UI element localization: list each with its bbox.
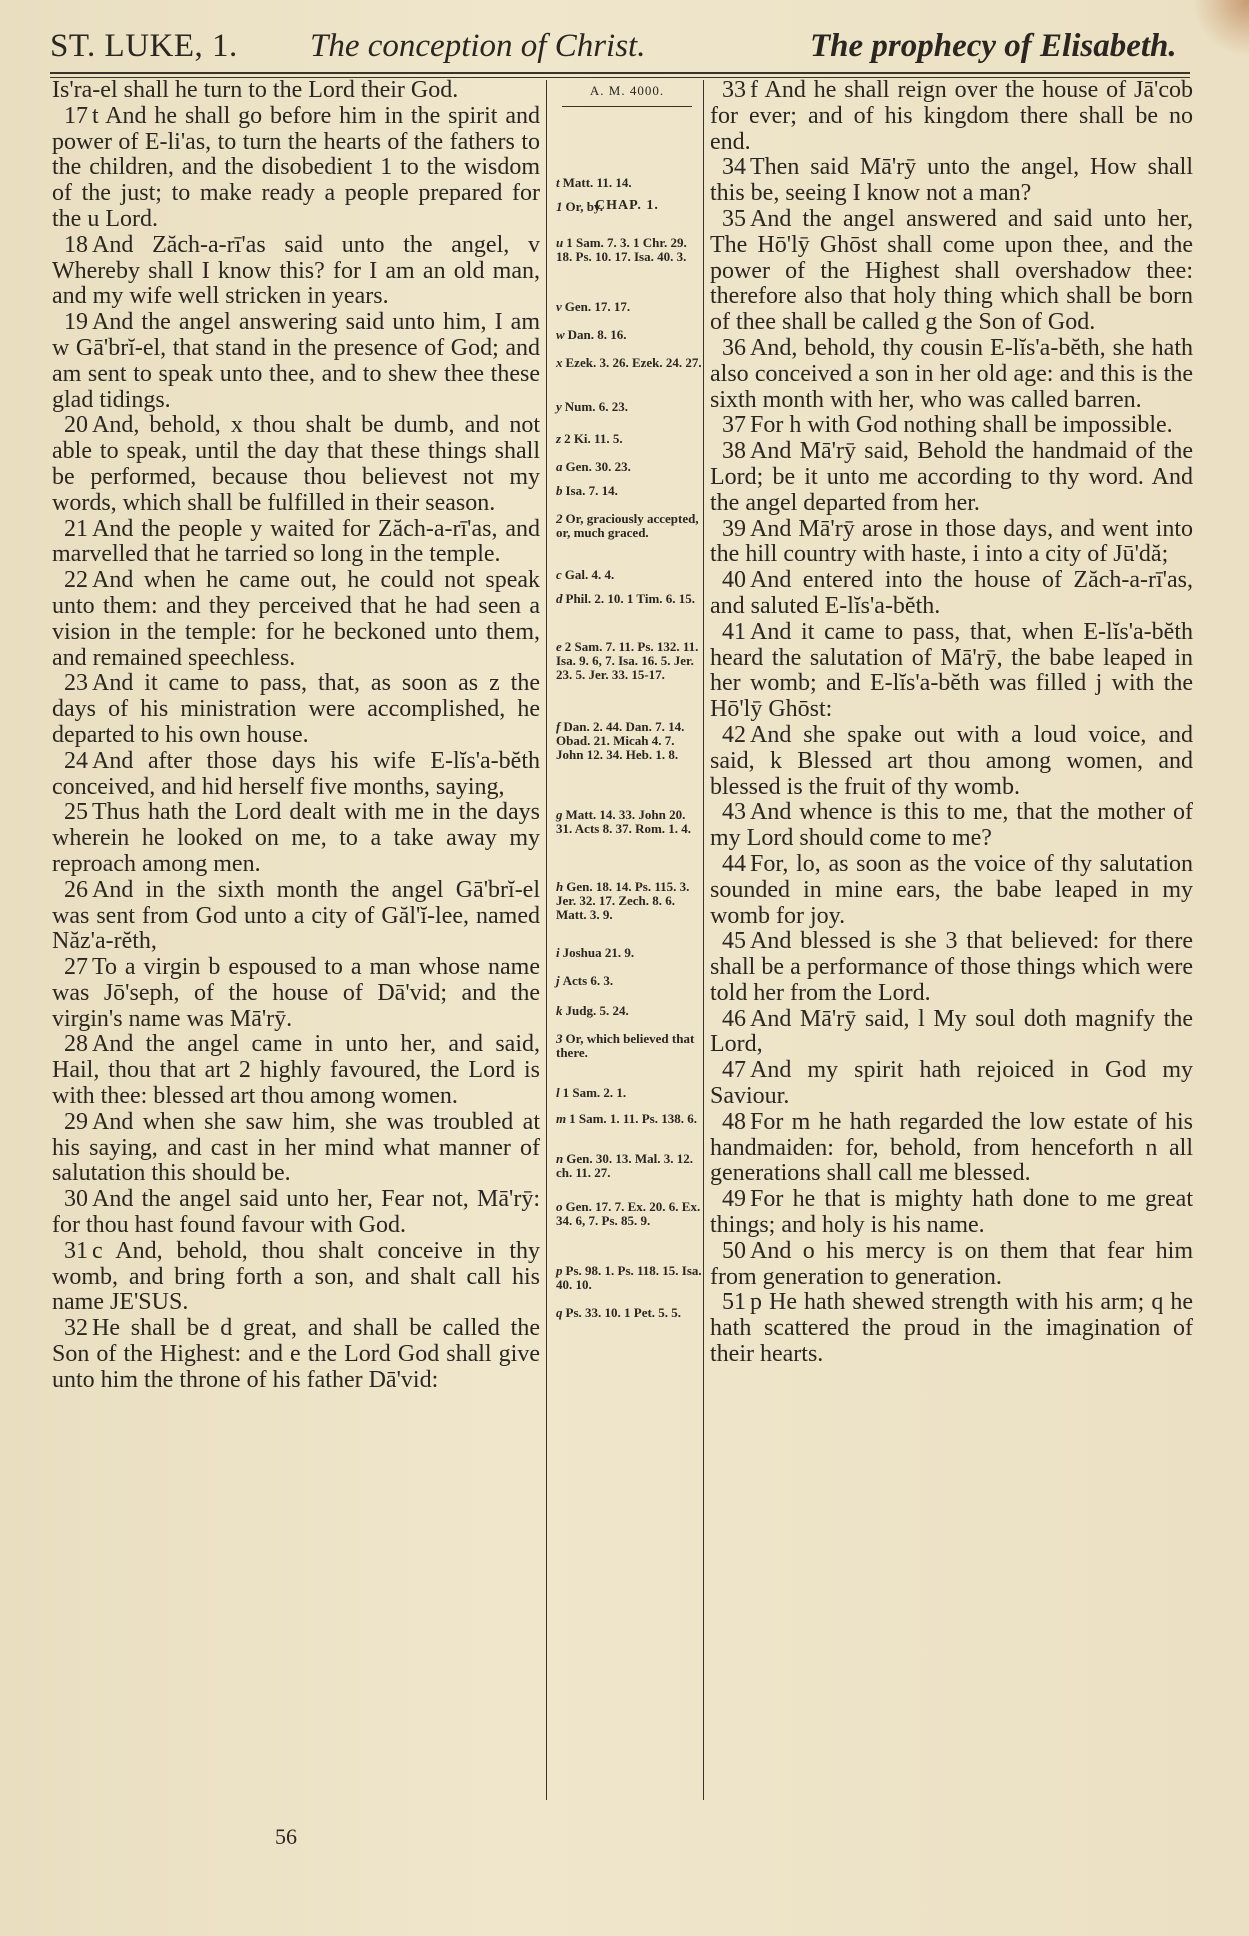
verse [710,1239,1193,1291]
reference-key: l [556,1085,560,1100]
reference-key: k [556,1003,563,1018]
verse [52,1110,540,1187]
cross-reference [556,328,702,342]
cross-reference [556,1032,702,1060]
verse-number: 48 [722,1108,746,1135]
verse-number: 42 [722,721,746,748]
reference-text: Or, graciously accepted, or, much graced. [556,511,699,540]
verse [52,749,540,801]
verse-number: 45 [722,928,746,955]
verse [52,1239,540,1316]
verse-number: 20 [64,412,88,439]
verse [710,413,1193,439]
verse [710,1007,1193,1059]
verse-number: 38 [722,438,746,465]
verse-number: 32 [64,1315,88,1342]
verse-number: 46 [722,1005,746,1032]
reference-text: Dan. 2. 44. Dan. 7. 14. Obad. 21. Micah 4. 7. John 12. 34. Heb. 1. 8. [556,719,685,762]
verse-text: And entered into the house of Zăch-a-rī'as, and saluted E-lĭs'a-bĕth. [710,567,1193,619]
reference-text: Gen. 17. 17. [564,299,631,314]
cross-reference [556,568,702,582]
reference-key: d [556,591,563,606]
verse-number: 37 [722,412,746,439]
reference-text: Or, which believed that there. [556,1031,695,1060]
reference-key: v [556,299,562,314]
verse-text: And o his mercy is on them that fear him from generation to generation. [710,1237,1193,1290]
verse-number: 29 [64,1108,88,1135]
verse-text: Thus hath the Lord dealt with me in the days wherein he looked on me, to a take away my reproach among men. [52,799,540,877]
reference-key: 2 [556,511,563,526]
reference-key: 1 [556,199,563,214]
verse-text: Is'ra-el shall he turn to the Lord their God. [52,77,459,103]
header-subtitle-right: The prophecy of Elisabeth. [810,28,1177,64]
cross-reference [556,1264,702,1292]
reference-key: u [556,235,564,250]
verse-text: He shall be d great, and shall be called the Son of the Highest: and e the Lord God shall give unto him the throne of his father Dā'vid: [52,1315,540,1393]
verse [710,852,1193,929]
verse-number: 28 [64,1031,88,1058]
cross-reference [556,808,702,836]
cross-reference [556,1112,702,1126]
verse [52,517,540,569]
reference-text: Gal. 4. 4. [564,567,615,582]
verse-text: And it came to pass, that, as soon as z the days of his ministration were accomplished, he departed to his own house. [52,670,540,748]
verse [710,155,1193,207]
reference-text: Num. 6. 23. [564,399,628,414]
verse-text: And it came to pass, that, when E-lĭs'a-bĕth heard the salutation of Mā'rȳ, the babe leaped in her womb; and E-lĭs'a-bĕth was filled j with the Hō'lȳ Ghōst: [710,618,1193,723]
verse [710,620,1193,723]
cross-reference [556,880,702,922]
cross-reference [556,460,702,474]
verse-number: 31 [64,1237,88,1264]
verse-number: 50 [722,1237,746,1264]
verse-text: And Mā'rȳ said, Behold the handmaid of the Lord; be it unto me according to thy word. And the angel departed from her. [710,438,1193,516]
verse-number: 26 [64,876,88,903]
verse-number: 24 [64,747,88,774]
verse-text: p He hath shewed strength with his arm; q he hath scattered the proud in the imagination of their hearts. [710,1289,1193,1368]
verse-text: And whence is this to me, that the mother of my Lord should come to me? [710,799,1193,852]
reference-key: f [556,719,561,734]
verse [710,800,1193,852]
reference-key: q [556,1305,563,1320]
verse-number: 47 [722,1057,746,1084]
verse-number: 22 [64,567,88,594]
reference-key: o [556,1199,563,1214]
text-column-right [710,78,1193,1368]
reference-key: b [556,483,563,498]
verse-text: And, behold, thy cousin E-lĭs'a-bĕth, she hath also conceived a son in her old age: and this is the sixth month with her, who was called barren. [710,334,1193,413]
cross-reference [556,400,702,414]
verse-number: 44 [722,850,746,877]
reference-text: Matt. 14. 33. John 20. 31. Acts 8. 37. Rom. 1. 4. [556,807,692,836]
reference-key: c [556,567,562,582]
reference-text: Dan. 8. 16. [567,327,627,342]
verse-number: 40 [722,567,746,594]
reference-text: Acts 6. 3. [562,973,614,988]
cross-reference [556,176,702,190]
cross-reference [556,1152,702,1180]
verse [52,1032,540,1109]
column-divider-right [703,80,704,1800]
verse-number: 27 [64,954,88,981]
cross-reference [556,200,702,214]
cross-reference [556,1200,702,1228]
reference-key: w [556,327,565,342]
verse-text: And Mā'rȳ arose in those days, and went into the hill country with haste, i into a city of Jū'dă; [710,515,1193,568]
verse-number: 43 [722,799,746,826]
verse [52,413,540,516]
verse-text: To a virgin b espoused to a man whose name was Jō'seph, of the house of Dā'vid; and the virgin's name was Mā'rȳ. [52,954,540,1032]
verse [710,568,1193,620]
verse-text: t And he shall go before him in the spirit and power of E-li'as, to turn the hearts of the fathers to the children, and the disobedient 1 to the wisdom of the just; to make ready a people prepared for the u Lord. [52,102,540,232]
verse [52,568,540,671]
verse-text: And the people y waited for Zăch-a-rī'as, and marvelled that he tarried so long in the temple. [52,515,540,568]
verse [52,671,540,748]
cross-reference [556,236,702,264]
verse-text: And when he came out, he could not speak unto them: and they perceived that he had seen a vision in the temple: for he beckoned unto them, and remained speechless. [52,567,540,671]
reference-key: h [556,879,564,894]
header-rule [50,72,1190,74]
verse-number: 41 [722,618,746,645]
reference-text: Ezek. 3. 26. Ezek. 24. 27. [565,355,702,370]
verse [52,310,540,413]
verse-text: And Zăch-a-rī'as said unto the angel, v Whereby shall I know this? for I am an old man, and my wife well stricken in years. [52,231,540,310]
page-corner-stain [1195,0,1249,60]
verse-text: For, lo, as soon as the voice of thy salutation sounded in mine ears, the babe leaped in my womb for joy. [710,850,1193,929]
verse-text: For he that is mighty hath done to me great things; and holy is his name. [710,1186,1193,1239]
cross-reference [556,1306,702,1320]
verse-text: For m he hath regarded the low estate of his handmaiden: for, behold, from henceforth n all generations shall call me blessed. [710,1108,1193,1187]
book-title: ST. LUKE, 1. [50,28,238,64]
page-number: 56 [275,1824,297,1849]
reference-text: Judg. 5. 24. [565,1003,629,1018]
column-divider-left [546,80,547,1800]
reference-text: Matt. 11. 14. [562,175,632,190]
reference-text: Gen. 30. 23. [565,459,631,474]
cross-reference [556,974,702,988]
verse [710,723,1193,800]
verse-text: And when she saw him, she was troubled at his saying, and cast in her mind what manner of salutation this should be. [52,1108,540,1187]
cross-reference [556,512,702,540]
verse [710,517,1193,569]
verse-text: And my spirit hath rejoiced in God my Saviour. [710,1057,1193,1110]
verse-text: And the angel said unto her, Fear not, Mā'rȳ: for thou hast found favour with God. [52,1186,540,1239]
reference-key: n [556,1151,564,1166]
cross-reference [556,946,702,960]
verse [52,800,540,877]
reference-text: Ps. 33. 10. 1 Pet. 5. 5. [565,1305,682,1320]
reference-text: Ps. 98. 1. Ps. 118. 15. Isa. 40. 10. [556,1263,702,1292]
verse-number: 18 [64,231,88,258]
reference-text: Gen. 17. 7. Ex. 20. 6. Ex. 34. 6, 7. Ps. 85. 9. [556,1199,701,1228]
cross-reference [556,300,702,314]
reference-text: 2 Ki. 11. 5. [564,431,623,446]
verse [710,207,1193,336]
verse-number: 33 [722,77,746,103]
verse [52,233,540,310]
reference-key: a [556,459,563,474]
verse-number: 19 [64,309,88,336]
verse-text: Then said Mā'rȳ unto the angel, How shall this be, seeing I know not a man? [710,154,1193,207]
cross-reference [556,432,702,446]
reference-key: y [556,399,562,414]
reference-text: Gen. 30. 13. Mal. 3. 12. ch. 11. 27. [556,1151,693,1180]
year-rule [562,106,692,107]
verse [52,1187,540,1239]
reference-text: Or, by. [565,199,603,214]
verse-number: 30 [64,1186,88,1213]
running-header [50,22,1190,74]
verse [710,1058,1193,1110]
verse-text: And after those days his wife E-lĭs'a-bĕth conceived, and hid herself five months, saying, [52,747,540,800]
verse [52,878,540,955]
reference-text: 1 Sam. 2. 1. [562,1085,627,1100]
cross-reference [556,1004,702,1018]
verse [52,1316,540,1393]
verse-text: For h with God nothing shall be impossible. [750,412,1173,439]
reference-key: i [556,945,560,960]
verse-number: 39 [722,515,746,542]
verse-text: f And he shall reign over the house of Jā'cob for ever; and of his kingdom there shall be no end. [710,77,1193,155]
reference-key: x [556,355,563,370]
reference-text: Phil. 2. 10. 1 Tim. 6. 15. [565,591,696,606]
cross-reference [556,356,702,370]
verse-text: And she spake out with a loud voice, and said, k Blessed art thou among women, and blessed is the fruit of thy womb. [710,721,1193,800]
reference-text: Isa. 7. 14. [565,483,618,498]
reference-text: Gen. 18. 14. Ps. 115. 3. Jer. 32. 17. Zech. 8. 6. Matt. 3. 9. [556,879,690,922]
verse [710,439,1193,516]
reference-key: j [556,973,560,988]
verse [710,336,1193,413]
verse-text: And the angel came in unto her, and said, Hail, thou that art 2 highly favoured, the Lord is with thee: blessed art thou among women. [52,1031,540,1110]
verse-text: c And, behold, thou shalt conceive in thy womb, and bring forth a son, and shalt call his name JE'SUS. [52,1237,540,1316]
reference-text: 1 Sam. 7. 3. 1 Chr. 29. 18. Ps. 10. 17. Isa. 40. 3. [556,235,687,264]
cross-reference [556,640,702,682]
verse [52,955,540,1032]
verse-text: And Mā'rȳ said, l My soul doth magnify the Lord, [710,1005,1193,1058]
reference-key: e [556,639,562,654]
verse [710,929,1193,1006]
reference-key: p [556,1263,563,1278]
margin-references [552,78,702,1320]
text-column-left [52,78,540,1394]
verse-text: And the angel answered and said unto her, The Hō'lȳ Ghōst shall come upon thee, and the power of the Highest shall overshadow thee: therefore also that holy thing which shall be born of thee shall be called g the Son of God. [710,205,1193,336]
reference-key: z [556,431,562,446]
verse [710,1290,1193,1367]
reference-key: m [556,1111,567,1126]
verse-number: 23 [64,670,88,697]
verse-number: 17 [64,102,88,129]
verse-text: And in the sixth month the angel Gā'brĭ-el was sent from God unto a city of Găl'ĭ-lee, named Năz'a-rĕth, [52,876,540,955]
verse-number: 25 [64,799,88,826]
verse [52,104,540,233]
verse-number: 49 [722,1186,746,1213]
verse [710,78,1193,155]
verse [710,1187,1193,1239]
verse-number: 35 [722,205,746,232]
reference-key: t [556,175,560,190]
verse-text: And blessed is she 3 that believed: for there shall be a performance of those things which were told her from the Lord. [710,928,1193,1006]
cross-reference [556,720,702,762]
cross-reference [556,1086,702,1100]
reference-key: g [556,807,563,822]
chapter-label: CHAP. 1. [595,198,659,213]
verse-text: And the angel answering said unto him, I am w Gā'brĭ-el, that stand in the presence of God; and am sent to speak unto thee, and to shew thee these glad tidings. [52,309,540,413]
verse-number: 36 [722,334,746,361]
reference-key: 3 [556,1031,563,1046]
reference-text: 2 Sam. 7. 11. Ps. 132. 11. Isa. 9. 6, 7. Isa. 16. 5. Jer. 23. 5. Jer. 33. 15-17. [556,639,699,682]
year-marker: A. M. 4000. [589,83,665,98]
verse-number: 34 [722,154,746,181]
verse [710,1110,1193,1187]
reference-text: Joshua 21. 9. [562,945,635,960]
verse-number: 51 [722,1289,746,1316]
cross-reference [556,484,702,498]
verse-number: 21 [64,515,88,542]
cross-reference [556,592,702,606]
verse [52,78,540,104]
reference-text: 1 Sam. 1. 11. Ps. 138. 6. [569,1111,697,1126]
header-subtitle-left: The conception of Christ. [310,28,646,64]
verse-text: And, behold, x thou shalt be dumb, and not able to speak, until the day that these things shall be performed, because thou believest not my words, which shall be fulfilled in their season. [52,412,540,516]
